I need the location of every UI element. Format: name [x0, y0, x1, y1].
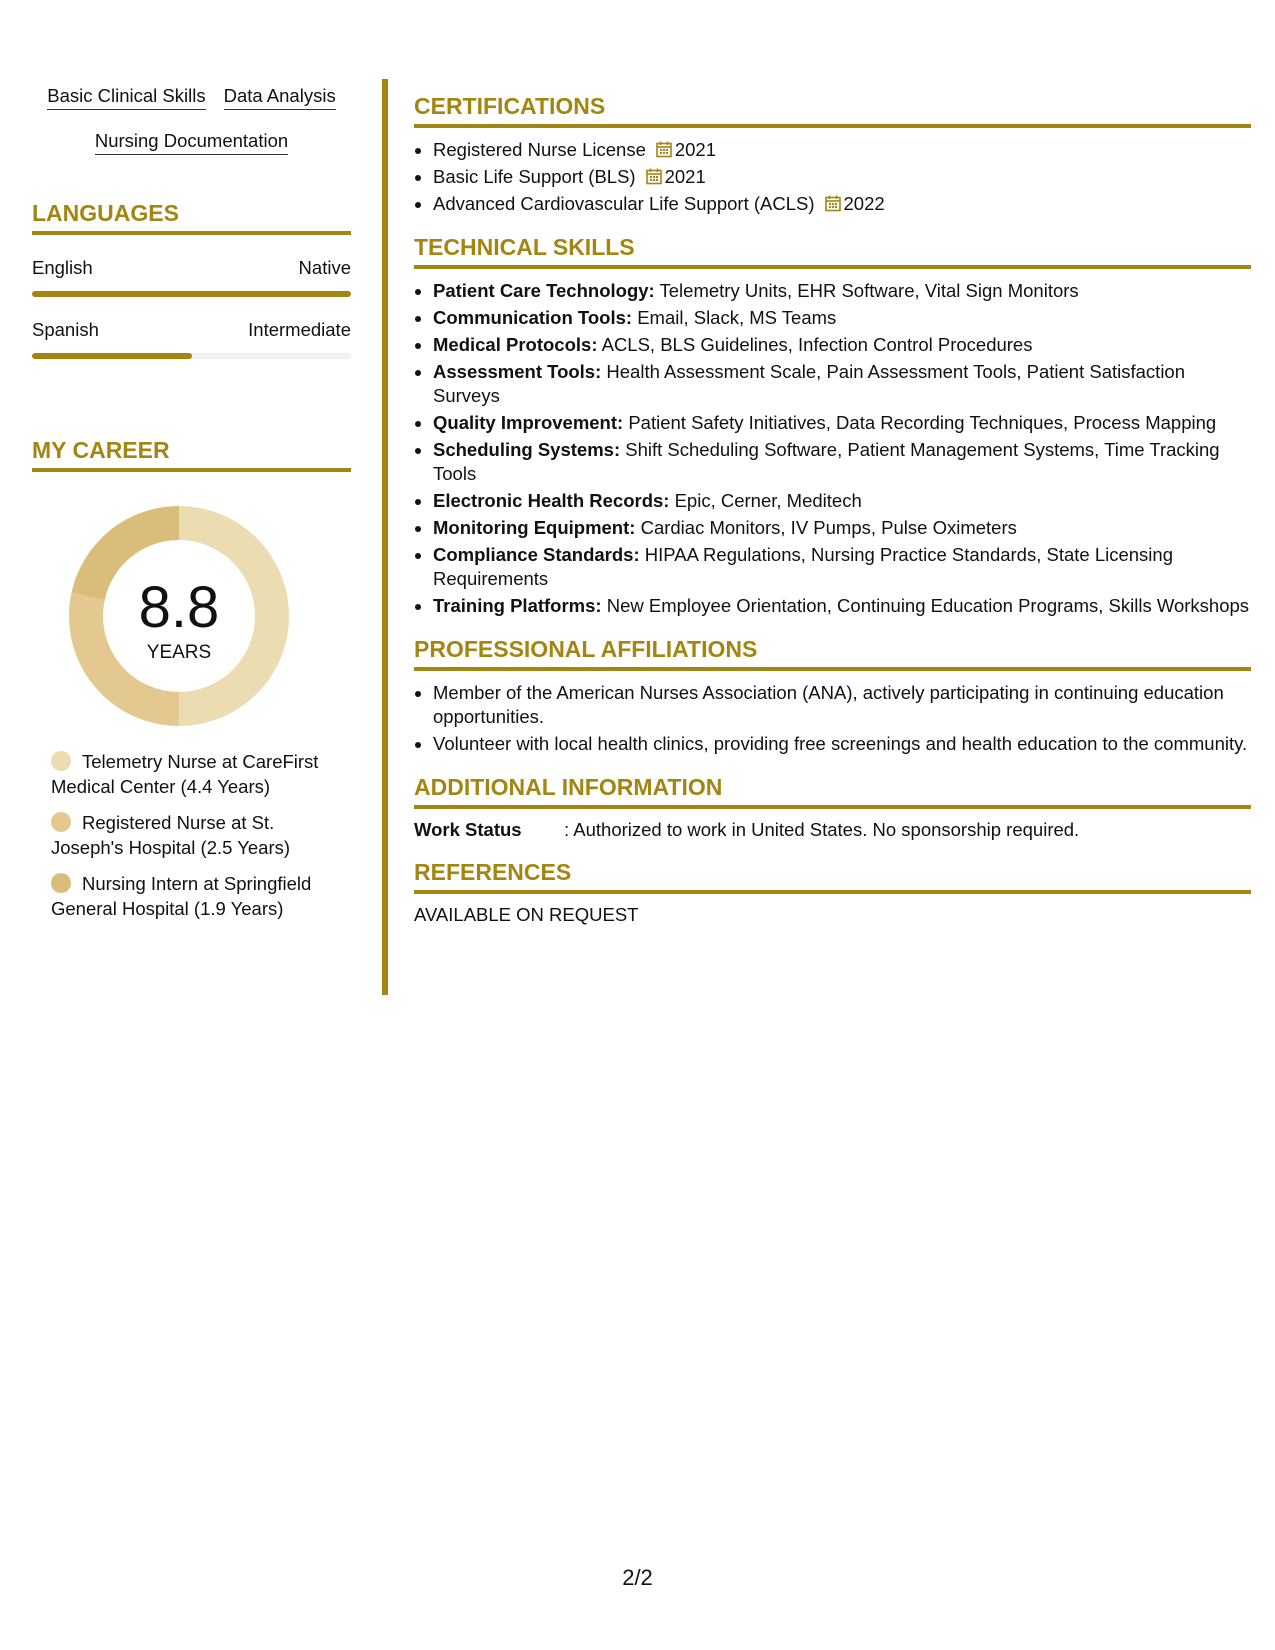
legend-item — [51, 749, 351, 799]
calendar-icon — [656, 141, 672, 158]
certifications-list — [414, 138, 1251, 216]
legend-label: Telemetry Nurse at CareFirst Medical Center (4.4 Years) — [51, 751, 319, 797]
technical-skills-list — [414, 279, 1251, 618]
skill-text: Cardiac Monitors, IV Pumps, Pulse Oximeters — [640, 517, 1017, 538]
skill-tag: Basic Clinical Skills — [47, 84, 205, 110]
skill-item — [433, 360, 1251, 408]
language-bar — [32, 291, 351, 297]
certification-item — [433, 165, 1251, 189]
certification-year: 2021 — [664, 166, 706, 187]
language-bar — [32, 353, 351, 359]
references-heading: REFERENCES — [414, 859, 1251, 894]
career-total: 8.8 — [138, 575, 220, 640]
affiliations-list — [414, 681, 1251, 756]
skill-text: Patient Safety Initiatives, Data Recording Techniques, Process Mapping — [628, 412, 1217, 433]
skill-item — [433, 333, 1251, 357]
certification-name: Basic Life Support (BLS) — [433, 166, 636, 187]
career-legend — [32, 749, 351, 921]
legend-item — [51, 810, 351, 860]
calendar-icon — [646, 168, 662, 185]
language-name: English — [32, 257, 93, 278]
certification-year: 2021 — [674, 139, 717, 160]
skill-item — [433, 543, 1251, 591]
skill-item — [433, 516, 1251, 540]
legend-dot — [51, 812, 71, 832]
certification-year: 2022 — [843, 193, 885, 214]
technical-skills-heading: TECHNICAL SKILLS — [414, 234, 1251, 269]
skill-text: ACLS, BLS Guidelines, Infection Control Procedures — [601, 334, 1033, 355]
skill-label: Scheduling Systems: — [433, 439, 621, 460]
skill-item — [433, 306, 1251, 330]
certification-name: Advanced Cardiovascular Life Support (ACLS) — [433, 193, 815, 214]
skill-label: Assessment Tools: — [433, 361, 602, 382]
language-english — [32, 257, 351, 297]
skill-tags — [32, 75, 351, 165]
legend-item — [51, 871, 351, 921]
page-number: 2/2 — [622, 1565, 653, 1590]
languages-heading: LANGUAGES — [32, 200, 351, 235]
references-text: AVAILABLE ON REQUEST — [414, 904, 639, 925]
skill-text: Telemetry Units, EHR Software, Vital Sign Monitors — [659, 280, 1079, 301]
skill-item — [433, 411, 1251, 435]
language-bar-fill — [32, 291, 351, 297]
work-status-value: : Authorized to work in United States. No sponsorship required. — [564, 819, 1080, 840]
skill-tag: Data Analysis — [224, 84, 336, 110]
certification-item — [433, 138, 1251, 162]
language-bar-fill — [32, 353, 192, 359]
column-divider — [382, 79, 388, 995]
skill-text: Health Assessment Scale, Pain Assessment Tools, Patient Satisfaction Surveys — [433, 361, 1186, 406]
skill-text: HIPAA Regulations, Nursing Practice Standards, State Licensing Requirements — [433, 544, 1173, 589]
skill-item — [433, 279, 1251, 303]
language-spanish — [32, 319, 351, 359]
legend-label: Registered Nurse at St. Joseph's Hospital (2.5 Years) — [51, 812, 291, 858]
career-donut — [32, 502, 351, 752]
skill-label: Medical Protocols: — [433, 334, 598, 355]
affiliation-item: • Member of the American Nurses Association (ANA), actively participating in continuing education opportunities. — [433, 681, 1251, 729]
skill-item — [433, 438, 1251, 486]
skill-text: Shift Scheduling Software, Patient Management Systems, Time Tracking Tools — [433, 439, 1220, 484]
skill-text: New Employee Orientation, Continuing Education Programs, Skills Workshops — [606, 595, 1250, 616]
skill-label: Quality Improvement: — [433, 412, 624, 433]
sidebar — [32, 75, 351, 932]
career-heading: MY CAREER — [32, 437, 351, 472]
affiliations-heading: PROFESSIONAL AFFILIATIONS — [414, 636, 1251, 671]
main-column — [414, 75, 1251, 926]
language-level: Native — [298, 257, 351, 278]
skill-label: Training Platforms: — [433, 595, 602, 616]
certification-name: Registered Nurse License — [433, 139, 646, 160]
skill-item — [433, 489, 1251, 513]
legend-dot — [51, 873, 71, 893]
skill-tag: Nursing Documentation — [95, 129, 288, 155]
certifications-heading: CERTIFICATIONS — [414, 93, 1251, 128]
affiliation-item: • Volunteer with local health clinics, providing free screenings and health education to the community. — [433, 732, 1251, 756]
additional-info-heading: ADDITIONAL INFORMATION — [414, 774, 1251, 809]
legend-label: Nursing Intern at Springfield General Hospital (1.9 Years) — [51, 873, 312, 919]
career-unit: YEARS — [146, 642, 212, 663]
skill-label: Communication Tools: — [433, 307, 633, 328]
calendar-icon — [825, 195, 841, 212]
language-level: Intermediate — [248, 319, 351, 340]
legend-dot — [51, 751, 71, 771]
work-status-row — [414, 819, 1251, 841]
skill-text: Email, Slack, MS Teams — [637, 307, 837, 328]
skill-label: Electronic Health Records: — [433, 490, 670, 511]
language-name: Spanish — [32, 319, 99, 340]
skill-label: Compliance Standards: — [433, 544, 640, 565]
skill-label: Monitoring Equipment: — [433, 517, 636, 538]
skill-label: Patient Care Technology: — [433, 280, 655, 301]
skill-text: Epic, Cerner, Meditech — [674, 490, 862, 511]
work-status-key: Work Status — [414, 819, 522, 840]
certification-item — [433, 192, 1251, 216]
skill-item — [433, 594, 1251, 618]
